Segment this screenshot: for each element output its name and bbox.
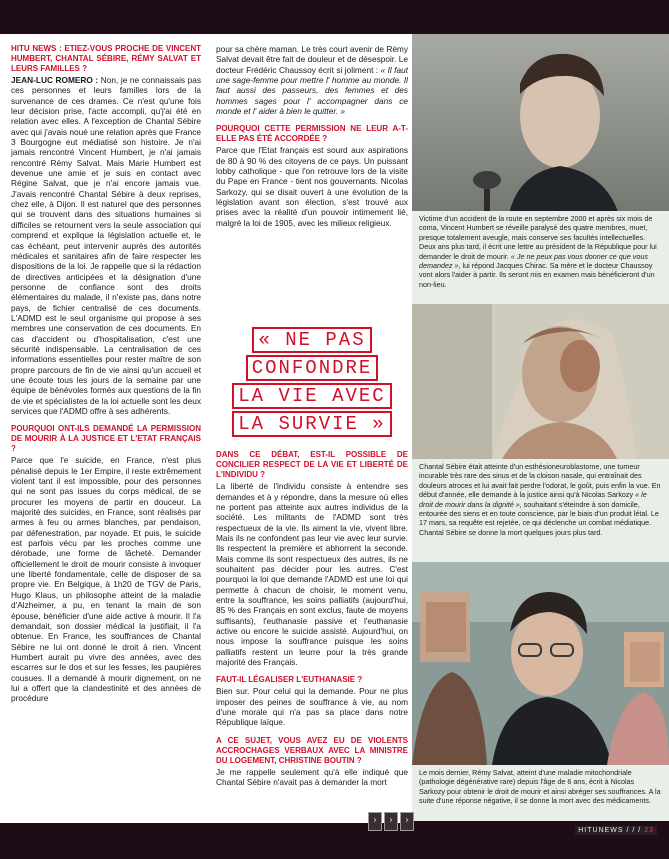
page-turn-arrows[interactable] — [368, 812, 416, 831]
folio-separator: / / / — [623, 827, 645, 834]
caption-chantal-sebire — [412, 459, 669, 562]
question-1: HITU NEWS : ETIEZ-VOUS PROCHE DE VINCENT HUMBERT, CHANTAL SÉBIRE, RÉMY SALVAT ET LEURS FAMILLES ? — [11, 44, 201, 73]
answer-5: Bien sur. Pour celui qui la demande. Pour ne plus imposer des peines de souffrance à vie, au nom d'une morale qui n'a pas sa place dans notre République laïque. — [216, 686, 408, 728]
column-left — [11, 44, 201, 820]
arrow-icon[interactable]: › — [400, 812, 414, 831]
question-5: FAUT-IL LÉGALISER L'EUTHANASIE ? — [216, 675, 363, 685]
question-6: A CE SUJET, VOUS AVEZ EU DE VIOLENTS ACCROCHAGES VERBAUX AVEC LA MINISTRE DU LOGEMENT, CHRISTINE BOUTIN ? — [216, 735, 408, 765]
top-frame — [0, 0, 669, 34]
magazine-brand: HITUNEWS — [578, 827, 624, 834]
caption-vincent-humbert — [412, 211, 669, 304]
question-3: POURQUOI CETTE PERMISSION NE LEUR A-T-ELLE PAS ÉTÉ ACCORDÉE ? — [216, 124, 408, 144]
caption-remy-salvat — [412, 765, 669, 821]
chaussoy-quote: « Il faut une sage-femme pour mettre l' homme au monde. Il faut aussi des passeurs, des femmes et des hommes sages pour l' accompagner dans ce monde et l' aider à bien le quitter. » — [216, 64, 408, 117]
column-right — [216, 44, 408, 820]
portrait-woman-image — [412, 304, 669, 459]
answer-3: Parce que l'Etat français est sourd aux aspirations de 80 à 90 % des citoyens de ce pays. Un puissant lobby catholique - que l'on retrouve lors de la visite du Pape en France - tient nos gouvernants. Nicolas Sarkozy, qui se disait ouvert à une évolution de la législation avant son élection, s'est trouvé aux prises avec la réalité d'un pouvoir intimement lié, malgré la loi de 1905, avec les milieux religieux. — [216, 145, 408, 228]
page-number: 23 — [644, 827, 654, 834]
caption-2-quote: « le droit de mourir dans la dignité » — [419, 490, 647, 509]
answer-1-text: Non, je ne connaissais pas ces personnes et leurs familles lors de la survenance de ces drames. Ce n'est qu'une fois leur décision prise, l'acte accompli, qu'j'ai été en relation avec elles. A l'exception de Chantal Sébire avec qui j'avais noué une relation après que France 3 Bourgogne eut médiatisé son histoire. Je n'ai jamais rencontré Vincent Humbert, je n'ai jamais rencontré Rémy Salvat. Mais Marie Humbert est devenue une amie et je suis en contact avec Régine Salvat, que je n'ai encore jamais vue. J'avais rencontré Chantal Sébire à deux reprises, chez elle, à Dijon. Il est naturel que des personnes qui se trouvent dans des situations humaines si difficiles se retournent vers la seule association qui comprend et explique la législation actuelle et, le cas échéant, peut intervenir auprès des autorités médicales et sanitaires afin de faire respecter les dispositions de la loi. Je rappelle que si la rédaction de directives anticipées et la désignation d'une personne de confiance sont des droits élémentaires du malade, il n'existe pas, dans notre pays, de fichier centralisé de ces documents. L'ADMD est le seul organisme qui propose à ses membres une conservation de ces documents. En cas d'accident ou d'hospitalisation, c'est une sécurité indispensable. La centralisation de ces informations essentielles pour rester maître de son propre parcours de fin de vie ainsi qu'un accueil et une écoute tous les jours de la semaine par une équipe de bénévoles formés aux questions de la fin de vie et spécialistes de la loi actuelle sont les deux services que l'ADMD offre à ses adhérents. — [11, 75, 201, 416]
caption-2-text: Chantal Sébire était atteinte d'un esthésioneuroblastome, une tumeur incurable très rare des sinus et de la cloison nasale, qui entraînait des douleurs atroces et lui avait fait perdre l'odorat, le goût, puis enfin la vue. En début d'année, elle demande à la justice ainsi qu'à Nicolas Sarkozy — [419, 462, 661, 500]
portrait-man-microphone-image — [412, 34, 669, 227]
continued-text: pour sa chère maman. Le très court avenir de Rémy Salvat devait être fait de douleur et de désespoir. Le docteur Frédéric Chaussoy écrit si joliment : — [216, 44, 408, 75]
answer-2: Parce que l'e suicide, en France, n'est plus pénalisé depuis le 1er Empire, il reste extrêmement violent tant il est impossible, pour des personnes qui ne sont pas issues du corps médical, de se procurer les moyens de partir en douceur. La majorité des suicides, en France, sont réalisés par armes à feu ou armes blanches, par pendaison, par défenestration, par noyade. Et puis, le suicide est parfois vécu par les proches comme une dérobade, une forme de lâcheté. Demander officiellement le droit de mourir consiste à invoquer une liberté fondamentale, celle de disposer de sa propre vie. En Belgique, à 1h20 de TGV de Paris, Hugo Klaus, un philosophe atteint de la maladie d'Alzheimer, a pu, en tenant la main de son épouse, bénéficier d'une aide active à mourir. Il l'a demandait, son dossier médical la justifiait, il l'a obtenue. En France, les souffrances de Chantal Sébire ne lui ont donné le droit à rien. Vincent Humbert aurait pu vivre des années, avec des escarres sur le dos et sur les fesses, les paupières cousues. Il a demandé à mourir dignement, on ne lui a offert que la clandestinité et des années de procédure — [11, 455, 201, 704]
photo-chantal-sebire — [412, 304, 669, 459]
folio — [575, 826, 657, 835]
pull-quote-line-2: CONFONDRE — [246, 355, 379, 381]
caption-3-text: Le mois dernier, Rémy Salvat, atteint d'une maladie mitochondriale (pathologie dégénérative rare) depuis l'âge de 6 ans, écrit à Nicolas Sarkozy pour obtenir le droit de mourir et ainsi abréger ses souffrances. A la suite d'une réponse négative, il se donne la mort avec des médicaments. — [419, 768, 661, 806]
continued-paragraph — [216, 44, 408, 116]
pull-quote-line-1: « NE PAS — [252, 327, 371, 353]
pull-quote-line-4: LA SURVIE » — [232, 411, 391, 437]
photo-vincent-humbert — [412, 34, 669, 227]
answer-1 — [11, 75, 201, 416]
family-photo-image — [412, 562, 669, 765]
arrow-icon[interactable]: › — [368, 812, 382, 831]
question-4: DANS CE DÉBAT, EST-IL POSSIBLE DE CONCILIER RESPECT DE LA VIE ET LIBERTÉ DE L'INDIVIDU ? — [216, 450, 408, 480]
question-2: POURQUOI ONT-ILS DEMANDÉ LA PERMISSION DE MOURIR À LA JUSTICE ET L'ETAT FRANÇAIS ? — [11, 424, 201, 454]
arrow-icon[interactable]: › — [384, 812, 398, 831]
answer-4: La liberté de l'individu consiste à entendre ses demandes et à y répondre, dans la mesure où elles ne portent pas atteinte aux autres individus de la société. Les militants de l'ADMD sont très respectueux de la vie. Ils aiment la vie, vivent libre. Mais ils ne confondent pas leur vie avec leur survie. Ils respectent la première et abhorrent la seconde. Mais comme ils sont respectueux des autres, ils ne souhaitent pas décider pour les autres. C'est pourquoi la loi que demande l'ADMD est une loi qui permette à chacun de choisir, le moment venu, entre la souffrance, les soins palliatifs (aujourd'hui, 85 % des Français en sont exclus, faute de moyens suffisants), l'euthanasie passive et l'euthanasie active ou encore le suicide assisté. Aujourd'hui, on nous impose la souffrance puisque les soins palliatifs restent un leurre pour la très grande majorité des Français. — [216, 481, 408, 667]
caption-1-quote: « Je ne peux pas vous donner ce que vous demandez » — [419, 251, 648, 271]
photo-remy-salvat — [412, 562, 669, 765]
pull-quote — [216, 326, 408, 438]
caption-1-text: Victime d'un accident de la route en septembre 2000 et après six mois de coma, Vincent Humbert se réveille paralysé des quatre membres, muet, presque totalement aveugle, mais conserve ses facultés intellectuelles. Deux ans plus tard, il écrit une lettre au président de la République pour lui demander le droit de mourir. — [419, 214, 657, 261]
pull-quote-line-3: LA VIE AVEC — [232, 383, 391, 409]
caption-1-text-end: , lui répond Jacques Chirac. Sa mère et le docteur Chaussoy vont alors l'aider à partir. Ils seront mis en examen mais bénéficieront d'un non-lieu. — [419, 261, 655, 289]
answer-6: Je me rappelle seulement qu'à elle indiqué que Chantal Sébire n'avait pas à demander la mort — [216, 766, 408, 788]
answer-1-speaker: JEAN-LUC ROMERO : — [11, 75, 99, 85]
caption-2-text-end: , souhaitant s'éteindre à son domicile, entourée des siens et en toute conscience, par le biais d'un produit létal. Le 17 mars, sa requête est rejetée, ce qui déclenche un combat médiatique. Chantal Sébire se donne la mort quelques jours plus tard. — [419, 499, 659, 537]
bottom-frame — [0, 823, 669, 859]
